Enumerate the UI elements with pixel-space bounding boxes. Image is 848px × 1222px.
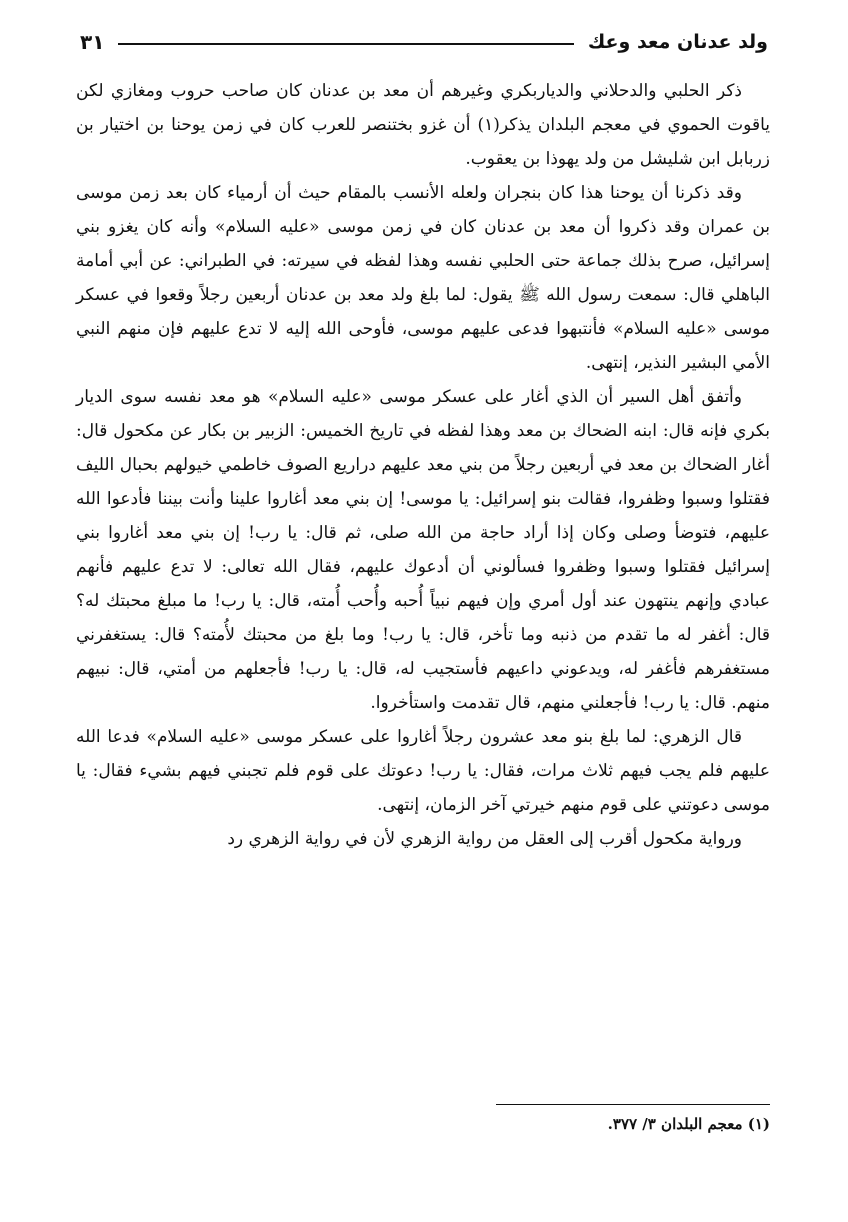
page-header [80,22,768,62]
footnote-1: (١) معجم البلدان ٣/ ٣٧٧. [607,1115,770,1133]
page-number: ٣١ [80,30,105,54]
header-rule [118,43,573,45]
paragraph-5: ورواية مكحول أقرب إلى العقل من رواية الزهري لأن في رواية الزهري رد [227,829,742,849]
paragraph-4: قال الزهري: لما بلغ بنو معد عشرون رجلاً أغاروا على عسكر موسى «عليه السلام» فدعا الله عليهم فلم يجب فيهم ثلاث مرات، فقال: يا رب! دعوتك على قوم فلم تجبني فيهم بشيء فقال: يا موسى دعوتني على قوم منهم خيرتي آخر الزمان، إنتهى. [76,727,770,815]
paragraph-1: ذكر الحلبي والدحلاني والدياربكري وغيرهم أن معد بن عدنان كان صاحب حروب ومغازي لكن ياقوت الحموي في معجم البلدان يذكر(١) أن غزو بختنصر للعرب كان في زمن يوحنا بن اختيار بن زربابل ابن شليشل من ولد يهوذا بن يعقوب. [76,81,771,169]
paragraph-3: وأتفق أهل السير أن الذي أغار على عسكر موسى «عليه السلام» هو معد نفسه سوى الديار بكري فإنه قال: ابنه الضحاك بن معد وهذا لفظه في تاريخ الخميس: الزبير بن بكار عن مكحول قال: أغار الضحاك بن معد في أربعين رجلاً من بني معد عليهم دراريع الصوف خاطمي خيولهم بحبال الليف فقتلوا وسبوا وظفروا، فقالت بنو إسرائيل: يا موسى! إن بني معد أغاروا علينا وأنت بيننا فأدعوا الله عليهم، فتوضأ وصلى وكان إذا أراد حاجة من الله صلى، ثم قال: يا رب! إن بني معد أغاروا بني إسرائيل فقتلوا وسبوا وظفروا فسألوني أن أدعوك عليهم، فقال الله تعالى: لا تدع عليهم فأنهم عبادي وإنهم ينتهون عند أول أمري وإن فيهم نبياً أُحبه وأُحب أُمته، قال: يا رب! ما مبلغ محبتك له؟ قال: أغفر له ما تقدم من ذنبه وما تأخر، قال: يا رب! وما بلغ من محبتك لأُمته؟ قال: يستغفرني مستغفرهم فأغفر له، ويدعوني داعيهم فأستجيب له، قال: يا رب! فأجعلهم من أمتي، قال: نبيهم منهم. قال: يا رب! فأجعلني منهم، قال تقدمت واستأخروا. [76,387,770,713]
footnote-separator [496,1104,770,1105]
body-text [76,74,770,856]
running-title: ولد عدنان معد وعك [587,31,768,53]
paragraph-2: وقد ذكرنا أن يوحنا هذا كان بنجران ولعله الأنسب بالمقام حيث أن أرمياء كان بعد زمن موسى بن عمران وقد ذكروا أن معد بن عدنان كان في زمن موسى «عليه السلام» وأنه كان يغزو بني إسرائيل، صرح بذلك جماعة حتى الحلبي نفسه وهذا لفظه في سيرته: في الطبراني: عن أبي أمامة الباهلي قال: سمعت رسول الله ﷺ يقول: لما بلغ ولد معد بن عدنان أربعين رجلاً وقعوا في عسكر موسى «عليه السلام» فأنتبهوا فدعى عليهم موسى، فأوحى الله إليه لا تدع عليهم فإن منهم النبي الأمي البشير النذير، إنتهى. [76,183,770,373]
